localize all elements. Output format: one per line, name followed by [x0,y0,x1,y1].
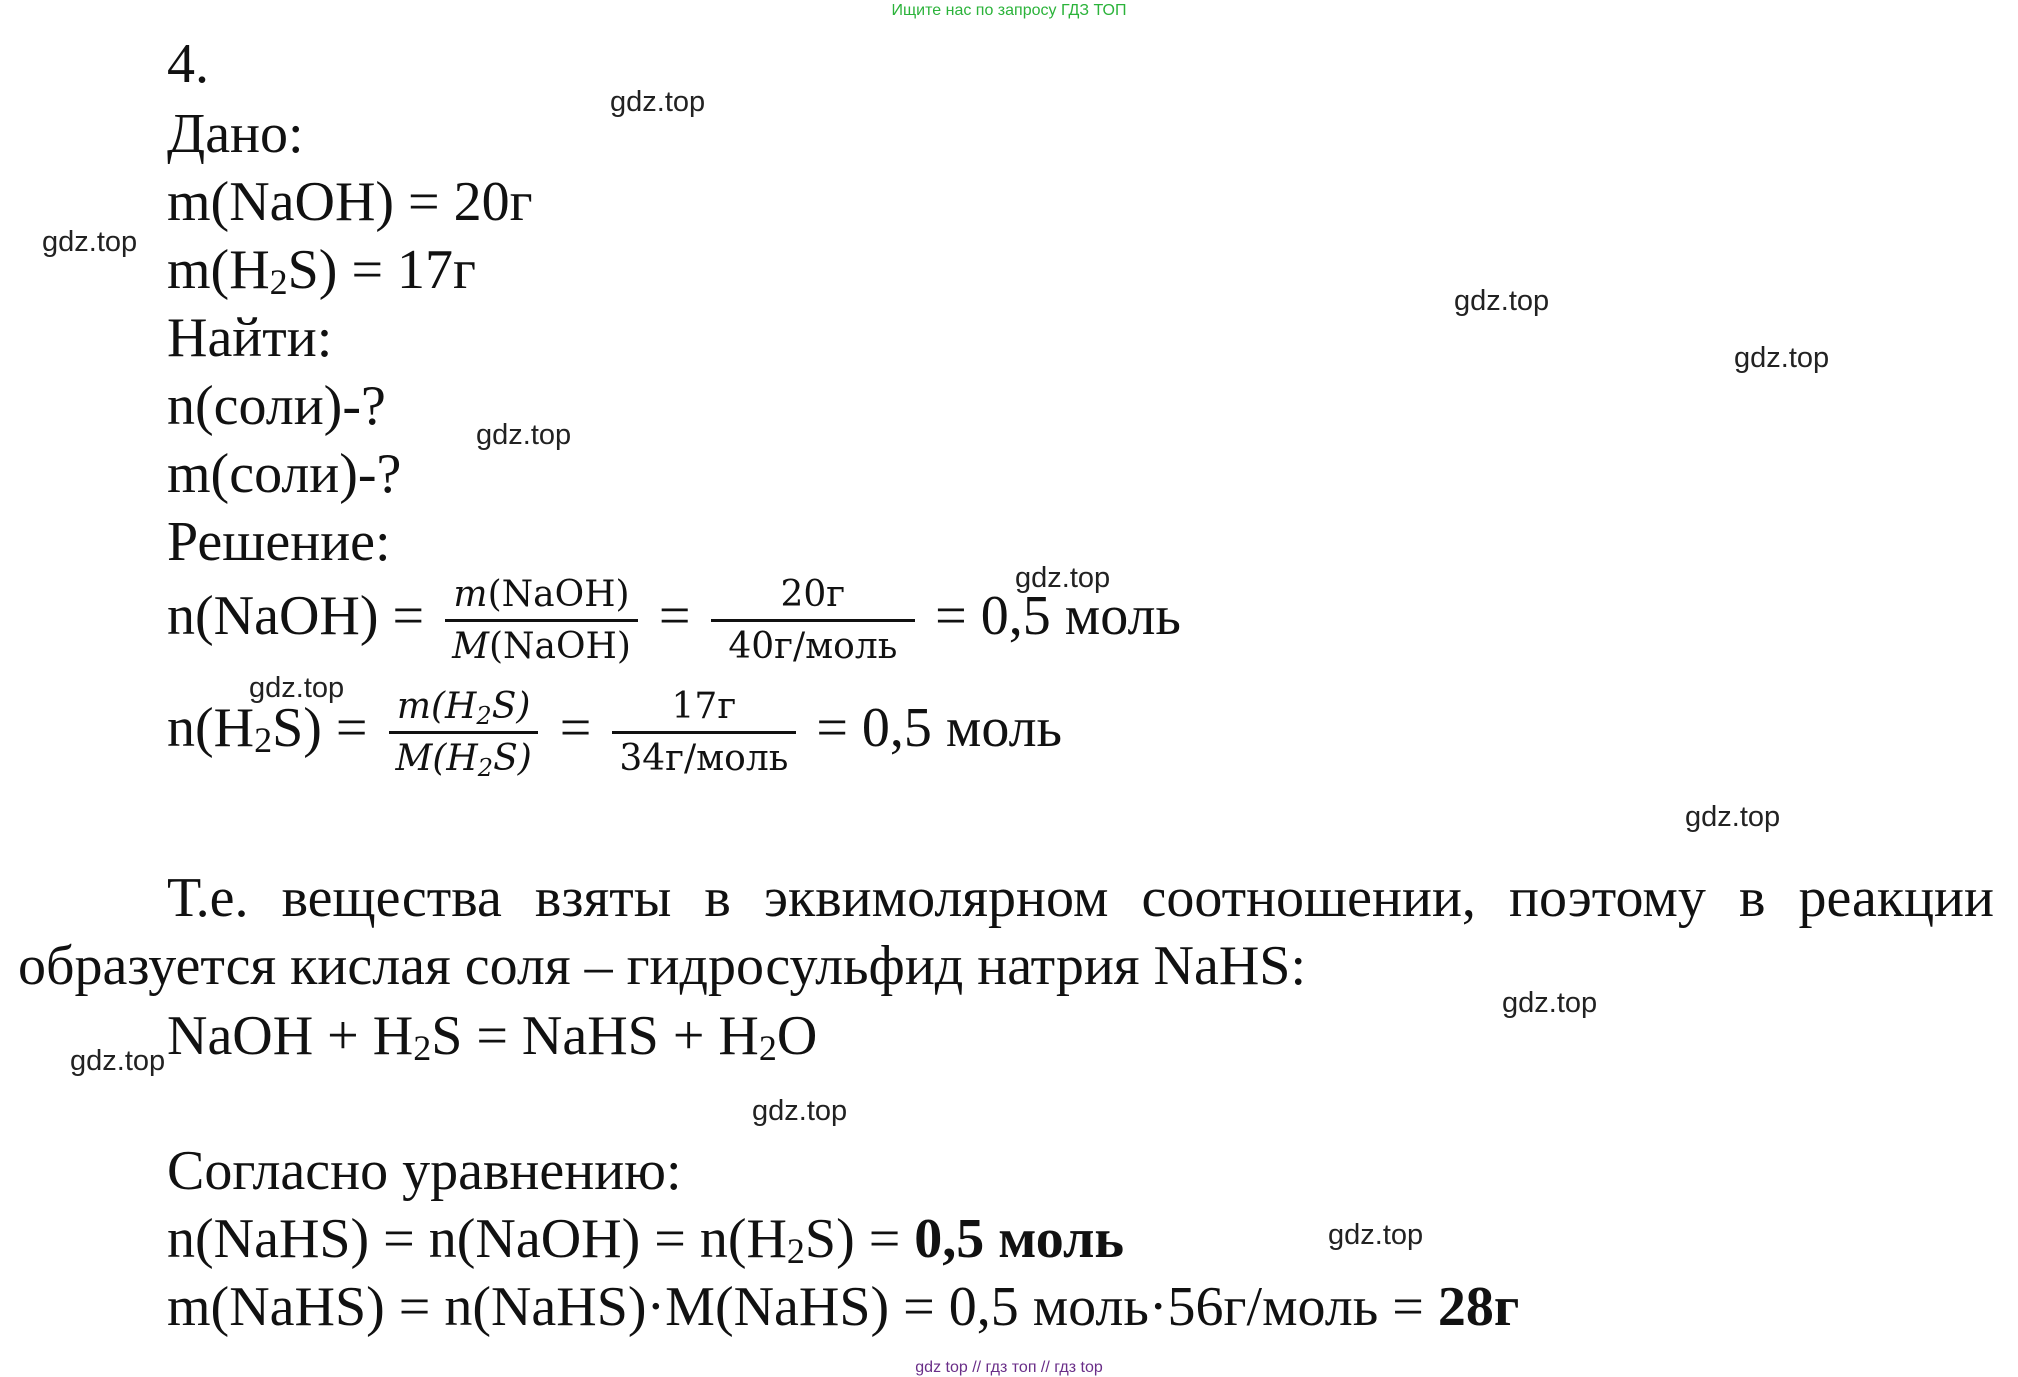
eq1-frac1-denominator [444,622,639,667]
task-number: 4. [167,33,209,95]
according-heading: Согласно уравнению: [167,1140,682,1202]
find-mass-salt: m(соли)-? [167,443,402,505]
eq2-frac1-num-a: m(H [396,686,477,727]
explanation-paragraph: Т.е. вещества взяты в эквимолярном соотношении, поэтому в реакции образуется кислая соля – гидросульфид натрия NaHS: [18,867,1994,997]
given-h2s-b: S) = 17г [287,239,476,301]
find-heading: Найти: [167,307,333,369]
eq2-fraction-values [611,686,796,780]
watermark: gdz.top [70,1045,166,1077]
given-h2s-a: m(H [167,239,270,301]
eq1-frac2-denominator: 40г/моль [728,626,898,668]
watermark: gdz.top [1734,342,1830,374]
eq1-fraction-values [711,574,916,668]
result-moles-b: S) = [804,1208,915,1270]
result-moles-answer: 0,5 моль [914,1208,1124,1270]
reaction-a: NaOH + H [167,1005,414,1067]
watermark: gdz.top [1502,987,1598,1019]
solution-heading: Решение: [167,511,391,573]
eq1-equals: = [658,584,691,647]
eq1-result: = 0,5 моль [935,584,1181,647]
result-mass-a: m(NaHS) = n(NaHS)·M(NaHS) = 0,5 моль·56г/моль = [167,1276,1438,1338]
top-banner[interactable]: Ищите нас по запросу ГДЗ ТОП [891,2,1127,19]
eq1-frac1-num-text: (NaOH) [487,574,630,615]
eq2-frac1-den-sub: 2 [477,754,494,783]
eq1-frac1-numerator [445,574,637,622]
footer-links[interactable]: gdz top // гдз топ // гдз top [915,1359,1103,1376]
watermark: gdz.top [249,672,345,704]
watermark: gdz.top [752,1095,848,1127]
eq1-lhs: n(NaOH) = [167,584,425,647]
reaction-equation [167,1005,818,1068]
reaction-sub2: 2 [758,1028,777,1068]
given-h2s-mass [167,239,476,302]
reaction-c: O [776,1005,818,1067]
eq2-lhs-a: n(H [167,696,255,759]
watermark: gdz.top [476,419,572,451]
watermark: gdz.top [1685,801,1781,833]
result-moles-sub: 2 [786,1231,805,1271]
eq2-frac2-numerator: 17г [612,686,797,734]
eq2-frac1-num-sub: 2 [476,702,492,730]
given-naoh-mass: m(NaOH) = 20г [167,171,533,233]
result-mass-answer: 28г [1437,1276,1520,1338]
eq1-frac1-num-italic: m [453,574,488,615]
watermark: gdz.top [1328,1219,1424,1251]
eq2-frac1-denominator [387,734,539,783]
watermark: gdz.top [610,86,706,118]
watermark: gdz.top [1454,285,1550,317]
eq2-frac1-num-b: S) [491,686,531,727]
eq2-lhs-b: S) = [272,696,368,759]
eq1-frac2-numerator: 20г [711,574,916,622]
given-heading: Дано: [167,103,304,165]
watermark: gdz.top [1015,562,1111,594]
given-h2s-sub: 2 [269,262,288,302]
result-moles-a: n(NaHS) = n(NaOH) = n(H [167,1208,787,1270]
eq2-frac1-numerator [389,686,539,734]
eq2-equals: = [559,696,592,759]
eq2-lhs-sub: 2 [254,719,273,760]
watermark: gdz.top [42,226,138,258]
eq2-frac1-den-b: S) [493,738,532,780]
eq2-frac2-denominator: 34г/моль [619,738,789,780]
eq1-fraction-mass-over-molar [444,574,639,668]
result-mass-line [167,1276,1520,1338]
reaction-b: S = NaHS + H [431,1005,759,1067]
eq1-frac1-den-text: (NaOH) [488,626,631,668]
reaction-sub1: 2 [413,1028,432,1068]
find-moles-salt: n(соли)-? [167,375,386,437]
eq2-fraction-mass-over-molar [387,686,539,783]
result-moles-line [167,1208,1124,1271]
eq2-frac1-den-a: M(H [395,738,478,780]
eq2-result: = 0,5 моль [816,696,1063,759]
eq1-frac1-den-italic: M [452,626,489,668]
